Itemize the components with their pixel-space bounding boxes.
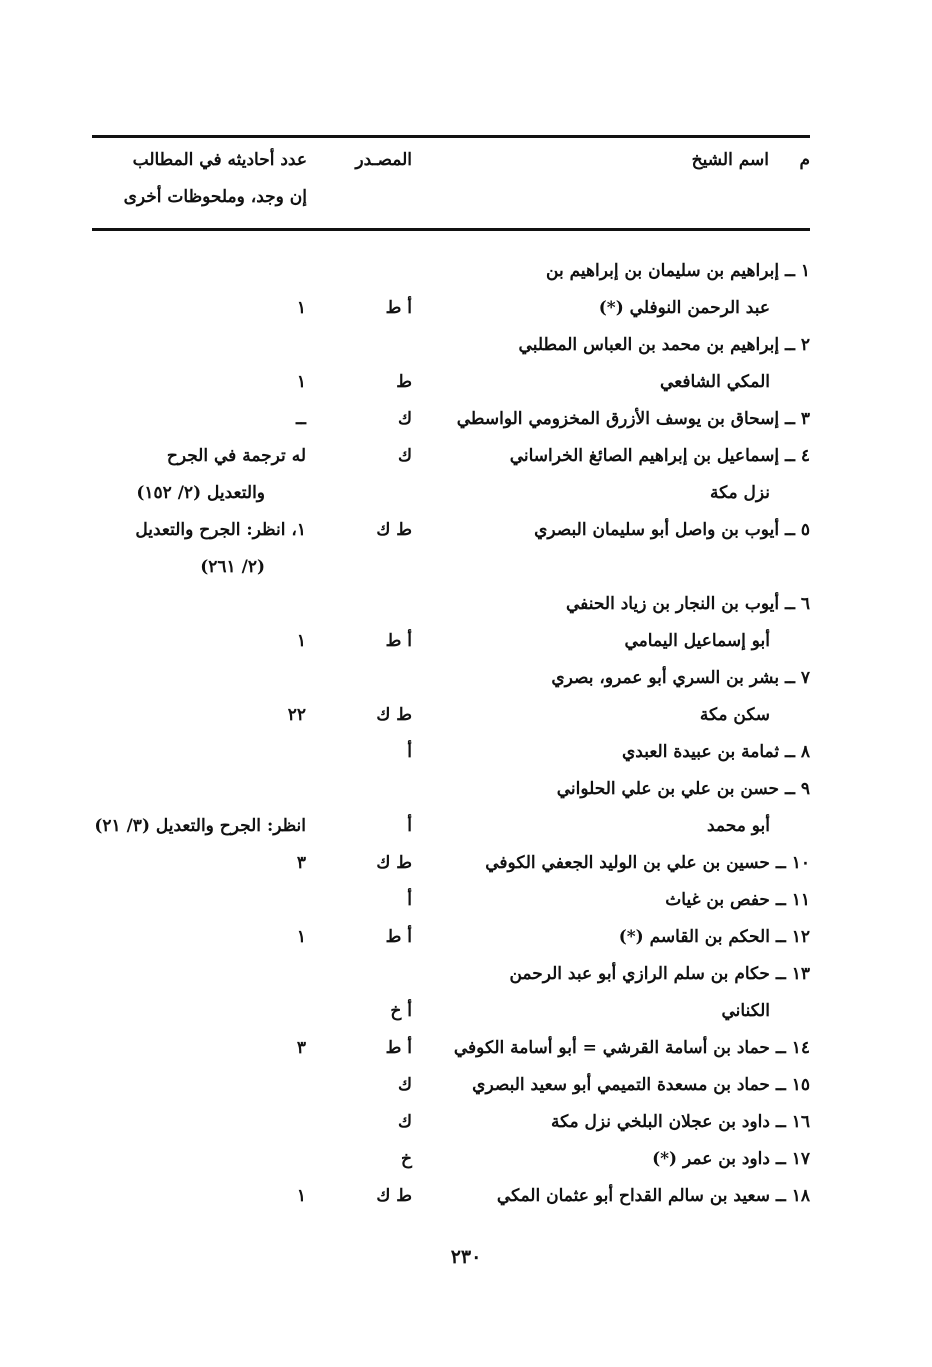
source-cell: أ ط bbox=[385, 298, 412, 318]
table-row bbox=[92, 401, 810, 437]
table-row bbox=[92, 327, 810, 363]
source-cell: أ bbox=[407, 742, 412, 762]
source-cell: أ bbox=[407, 890, 412, 910]
table-row bbox=[92, 1178, 810, 1214]
source-cell: خ bbox=[401, 1149, 412, 1169]
table-row bbox=[92, 364, 810, 400]
table-row bbox=[92, 1030, 810, 1066]
sheikh-name-cell: ١٦ ــ داود بن عجلان البلخي نزل مكة bbox=[550, 1112, 810, 1132]
table-row bbox=[92, 882, 810, 918]
table-row bbox=[92, 253, 810, 289]
header-rule bbox=[92, 228, 810, 231]
sheikh-name-cell: ١٣ ــ حكام بن سلم الرازي أبو عبد الرحمن bbox=[509, 964, 810, 984]
table-row bbox=[92, 586, 810, 622]
table-row bbox=[92, 956, 810, 992]
table-row bbox=[92, 475, 810, 511]
source-cell: ك bbox=[397, 446, 412, 466]
source-cell: أ خ bbox=[390, 1001, 412, 1021]
source-cell: ط ك bbox=[376, 1186, 412, 1206]
notes-cell: ٣ bbox=[296, 1038, 306, 1058]
notes-cell: ١، انظر: الجرح والتعديل bbox=[135, 520, 306, 540]
sheikh-name-cell: ١٢ ــ الحكم بن القاسم (*) bbox=[618, 927, 810, 947]
table-row bbox=[92, 771, 810, 807]
table-row bbox=[92, 919, 810, 955]
header-source: المصـدر bbox=[355, 150, 412, 170]
header-notes-line1: عدد أحاديثه في المطالب bbox=[132, 150, 307, 170]
source-cell: ط ك bbox=[376, 705, 412, 725]
header-number: م bbox=[799, 150, 810, 170]
notes-cell: ٢٢ bbox=[287, 705, 306, 725]
sheikh-name-cell: ١٠ ــ حسين بن علي بن الوليد الجعفي الكوفي bbox=[485, 853, 810, 873]
notes-cell: والتعديل (٢/ ١٥٢) bbox=[136, 483, 265, 503]
sheikh-name-cell: الكناني bbox=[721, 1001, 770, 1021]
sheikh-name-cell: ١٤ ــ حماد بن أسامة القرشي = أبو أسامة الكوفي bbox=[453, 1038, 810, 1058]
notes-cell: له ترجمة في الجرح bbox=[166, 446, 306, 466]
source-cell: أ ط bbox=[385, 927, 412, 947]
sheikh-name-cell: ٢ ــ إبراهيم بن محمد بن العباس المطلبي bbox=[518, 335, 810, 355]
source-cell: ك bbox=[397, 1075, 412, 1095]
top-rule bbox=[92, 135, 810, 138]
notes-cell: (٢/ ٢٦١) bbox=[200, 557, 265, 577]
table-row bbox=[92, 697, 810, 733]
table-row bbox=[92, 623, 810, 659]
sheikh-name-cell: ٦ ــ أيوب بن النجار بن زياد الحنفي bbox=[566, 594, 810, 614]
notes-cell: ٣ bbox=[296, 853, 306, 873]
notes-cell: ــ bbox=[296, 409, 306, 429]
table-row bbox=[92, 512, 810, 548]
table-row bbox=[92, 549, 810, 585]
source-cell: ط ك bbox=[376, 853, 412, 873]
sheikh-name-cell: ١ ــ إبراهيم بن سليمان بن إبراهيم بن bbox=[546, 261, 810, 281]
header-notes-line2: إن وجد، وملحوظات أخرى bbox=[123, 187, 307, 207]
table-row bbox=[92, 1067, 810, 1103]
table-row bbox=[92, 438, 810, 474]
sheikh-name-cell: المكي الشافعي bbox=[660, 372, 770, 392]
page-number: ٢٣٠ bbox=[450, 1246, 482, 1268]
source-cell: أ ط bbox=[385, 631, 412, 651]
table-row bbox=[92, 290, 810, 326]
sheikh-name-cell: أبو محمد bbox=[707, 816, 770, 836]
table-row bbox=[92, 734, 810, 770]
sheikh-name-cell: ١٥ ــ حماد بن مسعدة التميمي أبو سعيد البصري bbox=[472, 1075, 810, 1095]
notes-cell: ١ bbox=[296, 927, 306, 947]
header-name: اسم الشيخ bbox=[691, 150, 769, 170]
table-row bbox=[92, 1104, 810, 1140]
sheikh-name-cell: نزل مكة bbox=[710, 483, 770, 503]
table-row bbox=[92, 1141, 810, 1177]
sheikh-name-cell: ٤ ــ إسماعيل بن إبراهيم الصائغ الخراساني bbox=[509, 446, 810, 466]
source-cell: ط bbox=[396, 372, 412, 392]
notes-cell: ١ bbox=[296, 1186, 306, 1206]
sheikh-name-cell: سكن مكة bbox=[699, 705, 770, 725]
notes-cell: ١ bbox=[296, 298, 306, 318]
sheikh-name-cell: ٣ ــ إسحاق بن يوسف الأزرق المخزومي الواسطي bbox=[456, 409, 810, 429]
source-cell: ك bbox=[397, 409, 412, 429]
table-row bbox=[92, 660, 810, 696]
sheikh-name-cell: ٩ ــ حسن بن علي بن علي الحلواني bbox=[556, 779, 810, 799]
source-cell: ك bbox=[397, 1112, 412, 1132]
table-row bbox=[92, 845, 810, 881]
sheikh-name-cell: ٨ ــ ثمامة بن عبيدة العبدي bbox=[621, 742, 810, 762]
table-row bbox=[92, 808, 810, 844]
source-cell: أ ط bbox=[385, 1038, 412, 1058]
sheikh-name-cell: ٧ ــ بشر بن السري أبو عمرو، بصري bbox=[551, 668, 810, 688]
source-cell: أ bbox=[407, 816, 412, 836]
table-row bbox=[92, 993, 810, 1029]
notes-cell: انظر: الجرح والتعديل (٣/ ٢١) bbox=[94, 816, 306, 836]
sheikh-name-cell: أبو إسماعيل اليمامي bbox=[624, 631, 770, 651]
notes-cell: ١ bbox=[296, 631, 306, 651]
sheikh-name-cell: ١٧ ــ داود بن عمر (*) bbox=[652, 1149, 810, 1169]
sheikh-name-cell: عبد الرحمن النوفلي (*) bbox=[598, 298, 770, 318]
source-cell: ط ك bbox=[376, 520, 412, 540]
notes-cell: ١ bbox=[296, 372, 306, 392]
sheikh-name-cell: ٥ ــ أيوب بن واصل أبو سليمان البصري bbox=[534, 520, 810, 540]
sheikh-name-cell: ١٨ ــ سعيد بن سالم القداح أبو عثمان المكي bbox=[496, 1186, 810, 1206]
sheikh-name-cell: ١١ ــ حفص بن غياث bbox=[665, 890, 810, 910]
